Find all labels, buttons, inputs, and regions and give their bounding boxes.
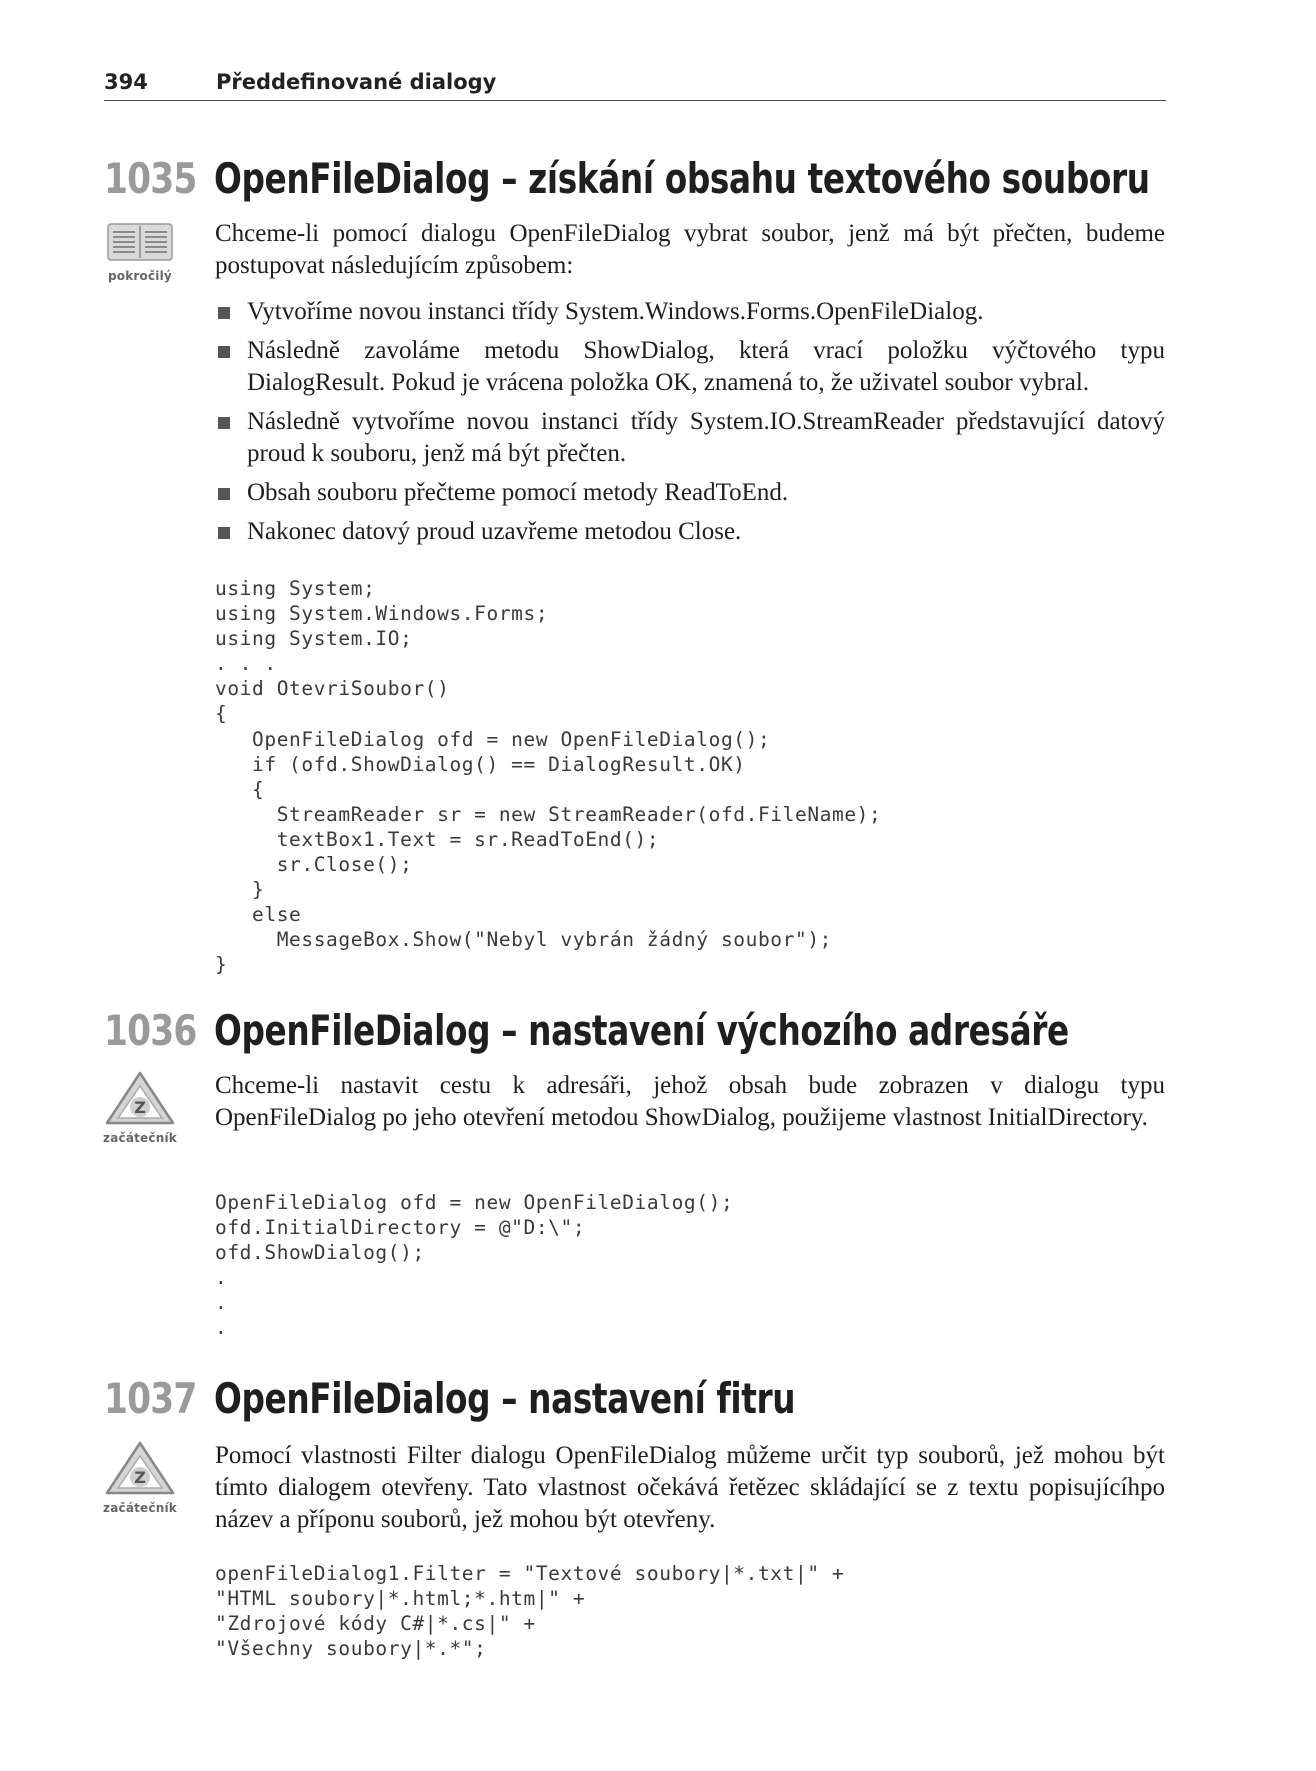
book-icon [104,220,176,264]
list-item: Vytvoříme novou instanci třídy System.Windows.Forms.OpenFileDialog. [215,296,1165,328]
code-listing: openFileDialog1.Filter = "Textové soubory|*.txt|" + "HTML soubory|*.html;*.htm|" + "Zdrojové kódy C#|*.cs|" + "Všechny soubory|*.*"; [215,1562,845,1661]
section-title: OpenFileDialog – získání obsahu textového souboru [214,154,1150,203]
bullet-icon [218,488,230,500]
header-divider [104,100,1166,101]
level-badge [100,1070,180,1145]
section-intro: Chceme-li nastavit cestu k adresáři, jehož obsah bude zobrazen v dialogu typu OpenFileDialog po jeho otevření metodou ShowDialog, použijeme vlastnost InitialDirectory. [215,1072,1165,1131]
section-title: OpenFileDialog – nastavení výchozího adresáře [214,1006,1069,1055]
bullet-icon [218,417,230,429]
level-label: začátečník [103,1131,177,1145]
level-label: začátečník [103,1501,177,1515]
level-label: pokročilý [108,269,172,283]
bullet-icon [218,527,230,539]
beginner-warning-icon [104,1070,176,1126]
section-intro: Pomocí vlastnosti Filter dialogu OpenFileDialog můžeme určit typ souborů, jež mohou být tímto dialogem otevřeny. Tato vlastnost očekává řetězec skládající se z textu popisujícíhpo název a příponu souborů, jež mohou být otevřeny. [215,1442,1165,1533]
level-badge [100,1440,180,1515]
bullet-icon [218,307,230,319]
section-number: 1035 [104,154,197,203]
page-number: 394 [104,70,148,94]
beginner-warning-icon [104,1440,176,1496]
list-item: Následně vytvoříme novou instanci třídy System.IO.StreamReader představující datový proud k souboru, jenž má být přečten. [215,406,1165,470]
svg-text:Z: Z [134,1468,146,1487]
steps-list [215,296,1165,548]
list-item: Nakonec datový proud uzavřeme metodou Close. [215,516,1165,548]
list-item: Obsah souboru přečteme pomocí metody ReadToEnd. [215,477,1165,509]
level-badge [100,220,180,283]
section-title: OpenFileDialog – nastavení fitru [214,1374,796,1423]
svg-text:Z: Z [134,1098,146,1117]
section-intro: Chceme-li pomocí dialogu OpenFileDialog vybrat soubor, jenž má být přečten, budeme postupovat následujícím způsobem: [215,220,1165,279]
bullet-icon [218,346,230,358]
code-listing: OpenFileDialog ofd = new OpenFileDialog(); ofd.InitialDirectory = @"D:\"; ofd.ShowDialog(); . . . [215,1191,734,1340]
list-item: Následně zavoláme metodu ShowDialog, která vrací položku výčtového typu DialogResult. Pokud je vrácena položka OK, znamená to, že uživatel soubor vybral. [215,335,1165,399]
section-number: 1036 [104,1006,197,1055]
running-chapter-title: Předdefinované dialogy [216,70,497,94]
code-listing: using System; using System.Windows.Forms; using System.IO; . . . void OtevriSoubor() { OpenFileDialog ofd = new OpenFileDialog(); if (ofd.ShowDialog() == DialogResult.OK) { StreamReader sr = new StreamReader(ofd.FileName); textBox1.Text = sr.ReadToEnd(); sr.Close(); } else MessageBox.Show("Nebyl vybrán žádný soubor"); } [215,577,882,977]
section-number: 1037 [104,1374,197,1423]
